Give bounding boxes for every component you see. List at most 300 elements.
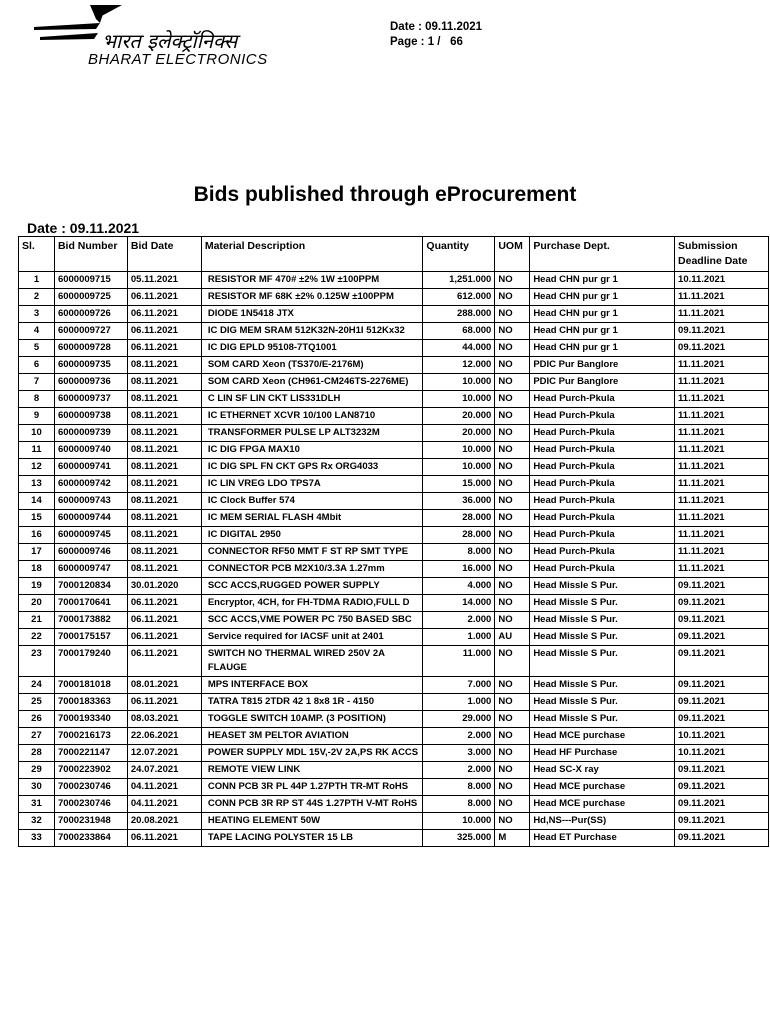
cell-quantity: 10.000 [423, 374, 495, 391]
cell-purchase-dept: Head Missle S Pur. [530, 646, 675, 677]
cell-purchase-dept: Hd,NS---Pur(SS) [530, 813, 675, 830]
cell-bid-date: 06.11.2021 [127, 612, 201, 629]
page-number: Page : 1 / 66 [390, 36, 463, 48]
cell-purchase-dept: Head Missle S Pur. [530, 629, 675, 646]
table-row [19, 544, 769, 561]
cell-material: HEASET 3M PELTOR AVIATION [201, 728, 423, 745]
cell-deadline: 11.11.2021 [675, 374, 769, 391]
cell-bid-number: 7000233864 [54, 830, 127, 847]
cell-purchase-dept: Head Missle S Pur. [530, 694, 675, 711]
cell-uom: NO [495, 306, 530, 323]
cell-deadline: 10.11.2021 [675, 745, 769, 762]
cell-sl: 13 [19, 476, 55, 493]
cell-quantity: 8.000 [423, 544, 495, 561]
cell-bid-number: 7000230746 [54, 796, 127, 813]
cell-uom: NO [495, 544, 530, 561]
cell-sl: 19 [19, 578, 55, 595]
table-row [19, 272, 769, 289]
table-row [19, 476, 769, 493]
cell-bid-number: 7000173882 [54, 612, 127, 629]
cell-quantity: 44.000 [423, 340, 495, 357]
cell-bid-number: 6000009726 [54, 306, 127, 323]
cell-bid-number: 7000181018 [54, 677, 127, 694]
cell-bid-number: 6000009736 [54, 374, 127, 391]
cell-bid-date: 08.11.2021 [127, 476, 201, 493]
cell-uom: NO [495, 442, 530, 459]
cell-deadline: 09.11.2021 [675, 813, 769, 830]
cell-uom: NO [495, 374, 530, 391]
cell-material: SOM CARD Xeon (TS370/E-2176M) [201, 357, 423, 374]
cell-uom: NO [495, 391, 530, 408]
cell-bid-number: 7000221147 [54, 745, 127, 762]
cell-sl: 4 [19, 323, 55, 340]
cell-purchase-dept: Head Purch-Pkula [530, 408, 675, 425]
cell-quantity: 20.000 [423, 408, 495, 425]
cell-uom: NO [495, 711, 530, 728]
cell-deadline: 09.11.2021 [675, 629, 769, 646]
cell-material: IC DIG SPL FN CKT GPS Rx ORG4033 [201, 459, 423, 476]
cell-bid-date: 04.11.2021 [127, 796, 201, 813]
cell-bid-date: 06.11.2021 [127, 595, 201, 612]
cell-material: Encryptor, 4CH, for FH-TDMA RADIO,FULL D [201, 595, 423, 612]
col-header-uom: UOM [495, 237, 530, 272]
cell-sl: 17 [19, 544, 55, 561]
cell-deadline: 09.11.2021 [675, 830, 769, 847]
cell-purchase-dept: Head CHN pur gr 1 [530, 272, 675, 289]
table-row [19, 459, 769, 476]
cell-quantity: 2.000 [423, 728, 495, 745]
cell-quantity: 1.000 [423, 694, 495, 711]
cell-purchase-dept: Head CHN pur gr 1 [530, 340, 675, 357]
cell-bid-date: 08.11.2021 [127, 391, 201, 408]
cell-bid-number: 7000223902 [54, 762, 127, 779]
cell-sl: 27 [19, 728, 55, 745]
cell-bid-date: 24.07.2021 [127, 762, 201, 779]
cell-purchase-dept: PDIC Pur Banglore [530, 374, 675, 391]
cell-sl: 12 [19, 459, 55, 476]
cell-quantity: 4.000 [423, 578, 495, 595]
cell-quantity: 28.000 [423, 510, 495, 527]
cell-deadline: 11.11.2021 [675, 289, 769, 306]
cell-deadline: 09.11.2021 [675, 711, 769, 728]
cell-material: POWER SUPPLY MDL 15V,-2V 2A,PS RK ACCS [201, 745, 423, 762]
cell-bid-number: 6000009725 [54, 289, 127, 306]
cell-deadline: 09.11.2021 [675, 779, 769, 796]
cell-material: C LIN SF LIN CKT LIS331DLH [201, 391, 423, 408]
cell-sl: 25 [19, 694, 55, 711]
cell-deadline: 11.11.2021 [675, 527, 769, 544]
cell-quantity: 7.000 [423, 677, 495, 694]
cell-quantity: 10.000 [423, 391, 495, 408]
table-row [19, 813, 769, 830]
cell-material: SCC ACCS,RUGGED POWER SUPPLY [201, 578, 423, 595]
table-row [19, 762, 769, 779]
cell-material: CONN PCB 3R PL 44P 1.27PTH TR-MT RoHS [201, 779, 423, 796]
cell-deadline: 11.11.2021 [675, 357, 769, 374]
cell-purchase-dept: Head Purch-Pkula [530, 527, 675, 544]
cell-uom: NO [495, 510, 530, 527]
cell-bid-date: 08.11.2021 [127, 408, 201, 425]
cell-uom: NO [495, 323, 530, 340]
cell-bid-number: 7000175157 [54, 629, 127, 646]
cell-material: SWITCH NO THERMAL WIRED 250V 2A FLAUGE [201, 646, 423, 677]
cell-material: REMOTE VIEW LINK [201, 762, 423, 779]
table-row [19, 830, 769, 847]
table-row [19, 493, 769, 510]
cell-quantity: 11.000 [423, 646, 495, 677]
cell-bid-date: 06.11.2021 [127, 830, 201, 847]
logo-english-text: BHARAT ELECTRONICS [88, 51, 268, 68]
cell-sl: 30 [19, 779, 55, 796]
cell-deadline: 11.11.2021 [675, 476, 769, 493]
col-header-bid-date: Bid Date [127, 237, 201, 272]
table-header-row [19, 237, 769, 272]
table-row [19, 323, 769, 340]
cell-uom: NO [495, 595, 530, 612]
cell-bid-date: 06.11.2021 [127, 340, 201, 357]
cell-deadline: 11.11.2021 [675, 561, 769, 578]
cell-deadline: 09.11.2021 [675, 595, 769, 612]
table-row [19, 306, 769, 323]
cell-purchase-dept: Head Missle S Pur. [530, 612, 675, 629]
cell-sl: 9 [19, 408, 55, 425]
cell-quantity: 8.000 [423, 779, 495, 796]
cell-quantity: 2.000 [423, 612, 495, 629]
cell-quantity: 1.000 [423, 629, 495, 646]
cell-sl: 24 [19, 677, 55, 694]
table-row [19, 711, 769, 728]
table-row [19, 595, 769, 612]
cell-bid-date: 08.11.2021 [127, 459, 201, 476]
cell-uom: NO [495, 694, 530, 711]
cell-sl: 8 [19, 391, 55, 408]
cell-sl: 2 [19, 289, 55, 306]
table-row [19, 646, 769, 677]
cell-quantity: 29.000 [423, 711, 495, 728]
cell-material: RESISTOR MF 68K ±2% 0.125W ±100PPM [201, 289, 423, 306]
cell-uom: NO [495, 779, 530, 796]
cell-bid-date: 08.03.2021 [127, 711, 201, 728]
cell-deadline: 09.11.2021 [675, 646, 769, 677]
cell-bid-date: 06.11.2021 [127, 694, 201, 711]
table-row [19, 779, 769, 796]
cell-deadline: 09.11.2021 [675, 796, 769, 813]
cell-bid-date: 06.11.2021 [127, 289, 201, 306]
cell-purchase-dept: Head CHN pur gr 1 [530, 323, 675, 340]
cell-quantity: 1,251.000 [423, 272, 495, 289]
cell-uom: NO [495, 677, 530, 694]
cell-material: TAPE LACING POLYSTER 15 LB [201, 830, 423, 847]
cell-quantity: 10.000 [423, 459, 495, 476]
cell-material: TRANSFORMER PULSE LP ALT3232M [201, 425, 423, 442]
cell-bid-date: 06.11.2021 [127, 646, 201, 677]
cell-bid-number: 6000009740 [54, 442, 127, 459]
cell-bid-date: 08.11.2021 [127, 510, 201, 527]
table-row [19, 527, 769, 544]
cell-purchase-dept: Head Purch-Pkula [530, 442, 675, 459]
cell-deadline: 11.11.2021 [675, 459, 769, 476]
cell-quantity: 16.000 [423, 561, 495, 578]
cell-bid-date: 08.01.2021 [127, 677, 201, 694]
cell-sl: 5 [19, 340, 55, 357]
cell-uom: NO [495, 745, 530, 762]
table-row [19, 340, 769, 357]
cell-material: CONNECTOR PCB M2X10/3.3A 1.27mm [201, 561, 423, 578]
cell-material: TATRA T815 2TDR 42 1 8x8 1R - 4150 [201, 694, 423, 711]
cell-deadline: 09.11.2021 [675, 694, 769, 711]
cell-sl: 26 [19, 711, 55, 728]
cell-uom: NO [495, 527, 530, 544]
cell-deadline: 11.11.2021 [675, 306, 769, 323]
cell-uom: NO [495, 289, 530, 306]
cell-quantity: 36.000 [423, 493, 495, 510]
cell-bid-date: 08.11.2021 [127, 357, 201, 374]
cell-material: IC DIG MEM SRAM 512K32N-20H1I 512Kx32 [201, 323, 423, 340]
cell-sl: 10 [19, 425, 55, 442]
cell-uom: NO [495, 813, 530, 830]
cell-quantity: 15.000 [423, 476, 495, 493]
cell-material: IC DIG EPLD 95108-7TQ1001 [201, 340, 423, 357]
table-row [19, 677, 769, 694]
cell-bid-date: 08.11.2021 [127, 425, 201, 442]
cell-sl: 16 [19, 527, 55, 544]
cell-quantity: 325.000 [423, 830, 495, 847]
cell-purchase-dept: Head CHN pur gr 1 [530, 306, 675, 323]
cell-quantity: 14.000 [423, 595, 495, 612]
cell-quantity: 10.000 [423, 813, 495, 830]
cell-uom: NO [495, 357, 530, 374]
cell-deadline: 10.11.2021 [675, 728, 769, 745]
cell-purchase-dept: Head Missle S Pur. [530, 578, 675, 595]
table-row [19, 425, 769, 442]
table-row [19, 728, 769, 745]
cell-purchase-dept: Head Purch-Pkula [530, 510, 675, 527]
table-row [19, 289, 769, 306]
cell-uom: NO [495, 272, 530, 289]
cell-material: MPS INTERFACE BOX [201, 677, 423, 694]
print-date: Date : 09.11.2021 [390, 21, 483, 33]
table-row [19, 442, 769, 459]
cell-uom: NO [495, 425, 530, 442]
cell-purchase-dept: Head MCE purchase [530, 728, 675, 745]
cell-material: SCC ACCS,VME POWER PC 750 BASED SBC [201, 612, 423, 629]
cell-sl: 20 [19, 595, 55, 612]
cell-quantity: 288.000 [423, 306, 495, 323]
cell-bid-date: 22.06.2021 [127, 728, 201, 745]
cell-uom: NO [495, 728, 530, 745]
bids-table [18, 236, 769, 847]
page-title: Bids published through eProcurement [193, 183, 577, 206]
cell-uom: NO [495, 578, 530, 595]
col-header-sl: Sl. [19, 237, 55, 272]
cell-uom: NO [495, 459, 530, 476]
cell-material: HEATING ELEMENT 50W [201, 813, 423, 830]
cell-bid-number: 6000009747 [54, 561, 127, 578]
table-row [19, 357, 769, 374]
cell-bid-number: 6000009738 [54, 408, 127, 425]
cell-quantity: 28.000 [423, 527, 495, 544]
table-row [19, 694, 769, 711]
cell-purchase-dept: Head Missle S Pur. [530, 677, 675, 694]
table-row [19, 510, 769, 527]
cell-bid-date: 06.11.2021 [127, 323, 201, 340]
cell-purchase-dept: Head Purch-Pkula [530, 544, 675, 561]
cell-bid-date: 12.07.2021 [127, 745, 201, 762]
col-header-deadline: Submission Deadline Date [675, 237, 769, 272]
cell-purchase-dept: Head MCE purchase [530, 779, 675, 796]
col-header-purchase-dept: Purchase Dept. [530, 237, 675, 272]
cell-bid-date: 08.11.2021 [127, 374, 201, 391]
cell-quantity: 20.000 [423, 425, 495, 442]
cell-bid-number: 7000231948 [54, 813, 127, 830]
cell-purchase-dept: Head Purch-Pkula [530, 476, 675, 493]
cell-uom: NO [495, 762, 530, 779]
cell-uom: NO [495, 476, 530, 493]
cell-quantity: 10.000 [423, 442, 495, 459]
logo-hindi-text: भारत इलेक्ट्रॉनिक्स [102, 29, 238, 53]
cell-deadline: 11.11.2021 [675, 510, 769, 527]
cell-material: SOM CARD Xeon (CH961-CM246TS-2276ME) [201, 374, 423, 391]
cell-material: CONN PCB 3R RP ST 44S 1.27PTH V-MT RoHS [201, 796, 423, 813]
cell-deadline: 11.11.2021 [675, 391, 769, 408]
cell-bid-number: 7000183363 [54, 694, 127, 711]
cell-material: CONNECTOR RF50 MMT F ST RP SMT TYPE [201, 544, 423, 561]
cell-quantity: 8.000 [423, 796, 495, 813]
table-row [19, 578, 769, 595]
cell-sl: 18 [19, 561, 55, 578]
table-row [19, 408, 769, 425]
cell-material: TOGGLE SWITCH 10AMP. (3 POSITION) [201, 711, 423, 728]
cell-sl: 3 [19, 306, 55, 323]
cell-sl: 22 [19, 629, 55, 646]
cell-deadline: 09.11.2021 [675, 612, 769, 629]
cell-purchase-dept: Head Purch-Pkula [530, 561, 675, 578]
table-row [19, 629, 769, 646]
cell-sl: 28 [19, 745, 55, 762]
col-header-bid-number: Bid Number [54, 237, 127, 272]
cell-uom: NO [495, 796, 530, 813]
cell-material: IC ETHERNET XCVR 10/100 LAN8710 [201, 408, 423, 425]
cell-uom: M [495, 830, 530, 847]
cell-bid-number: 6000009735 [54, 357, 127, 374]
cell-uom: NO [495, 408, 530, 425]
cell-purchase-dept: Head Purch-Pkula [530, 425, 675, 442]
cell-deadline: 11.11.2021 [675, 493, 769, 510]
cell-bid-date: 08.11.2021 [127, 442, 201, 459]
cell-deadline: 09.11.2021 [675, 677, 769, 694]
col-header-material: Material Description [201, 237, 423, 272]
cell-purchase-dept: Head Missle S Pur. [530, 595, 675, 612]
cell-bid-number: 6000009728 [54, 340, 127, 357]
cell-quantity: 3.000 [423, 745, 495, 762]
cell-bid-number: 7000193340 [54, 711, 127, 728]
cell-deadline: 10.11.2021 [675, 272, 769, 289]
cell-bid-date: 08.11.2021 [127, 527, 201, 544]
cell-sl: 15 [19, 510, 55, 527]
company-logo [30, 3, 350, 69]
col-header-quantity: Quantity [423, 237, 495, 272]
cell-sl: 29 [19, 762, 55, 779]
cell-material: IC DIGITAL 2950 [201, 527, 423, 544]
cell-material: IC Clock Buffer 574 [201, 493, 423, 510]
cell-deadline: 11.11.2021 [675, 544, 769, 561]
cell-purchase-dept: Head HF Purchase [530, 745, 675, 762]
cell-material: IC LIN VREG LDO TPS7A [201, 476, 423, 493]
cell-bid-number: 6000009746 [54, 544, 127, 561]
cell-purchase-dept: Head Purch-Pkula [530, 459, 675, 476]
cell-bid-number: 6000009745 [54, 527, 127, 544]
cell-material: DIODE 1N5418 JTX [201, 306, 423, 323]
cell-bid-number: 7000120834 [54, 578, 127, 595]
cell-bid-number: 6000009739 [54, 425, 127, 442]
cell-deadline: 09.11.2021 [675, 340, 769, 357]
page-meta [390, 20, 482, 50]
cell-bid-number: 6000009741 [54, 459, 127, 476]
cell-purchase-dept: PDIC Pur Banglore [530, 357, 675, 374]
cell-purchase-dept: Head SC-X ray [530, 762, 675, 779]
cell-material: IC DIG FPGA MAX10 [201, 442, 423, 459]
cell-deadline: 11.11.2021 [675, 442, 769, 459]
cell-material: RESISTOR MF 470# ±2% 1W ±100PPM [201, 272, 423, 289]
table-row [19, 391, 769, 408]
cell-uom: AU [495, 629, 530, 646]
cell-bid-number: 6000009737 [54, 391, 127, 408]
cell-purchase-dept: Head CHN pur gr 1 [530, 289, 675, 306]
cell-sl: 31 [19, 796, 55, 813]
cell-bid-number: 7000179240 [54, 646, 127, 677]
cell-bid-number: 6000009715 [54, 272, 127, 289]
cell-bid-number: 6000009742 [54, 476, 127, 493]
cell-quantity: 68.000 [423, 323, 495, 340]
cell-purchase-dept: Head MCE purchase [530, 796, 675, 813]
cell-sl: 1 [19, 272, 55, 289]
cell-uom: NO [495, 493, 530, 510]
cell-bid-date: 05.11.2021 [127, 272, 201, 289]
cell-quantity: 2.000 [423, 762, 495, 779]
cell-material: IC MEM SERIAL FLASH 4Mbit [201, 510, 423, 527]
cell-bid-number: 6000009727 [54, 323, 127, 340]
cell-sl: 14 [19, 493, 55, 510]
cell-sl: 11 [19, 442, 55, 459]
cell-bid-number: 6000009744 [54, 510, 127, 527]
cell-deadline: 09.11.2021 [675, 578, 769, 595]
cell-sl: 32 [19, 813, 55, 830]
cell-bid-date: 06.11.2021 [127, 629, 201, 646]
table-row [19, 745, 769, 762]
cell-bid-date: 30.01.2020 [127, 578, 201, 595]
cell-purchase-dept: Head Purch-Pkula [530, 391, 675, 408]
cell-purchase-dept: Head Purch-Pkula [530, 493, 675, 510]
cell-sl: 33 [19, 830, 55, 847]
cell-bid-date: 08.11.2021 [127, 544, 201, 561]
cell-bid-date: 20.08.2021 [127, 813, 201, 830]
cell-sl: 7 [19, 374, 55, 391]
cell-sl: 23 [19, 646, 55, 677]
cell-bid-date: 08.11.2021 [127, 561, 201, 578]
table-row [19, 796, 769, 813]
cell-deadline: 09.11.2021 [675, 323, 769, 340]
cell-bid-date: 04.11.2021 [127, 779, 201, 796]
table-row [19, 612, 769, 629]
cell-bid-date: 06.11.2021 [127, 306, 201, 323]
cell-deadline: 09.11.2021 [675, 762, 769, 779]
cell-purchase-dept: Head Missle S Pur. [530, 711, 675, 728]
cell-deadline: 11.11.2021 [675, 408, 769, 425]
cell-uom: NO [495, 340, 530, 357]
date-heading: Date : 09.11.2021 [27, 220, 140, 236]
cell-deadline: 11.11.2021 [675, 425, 769, 442]
cell-uom: NO [495, 646, 530, 677]
